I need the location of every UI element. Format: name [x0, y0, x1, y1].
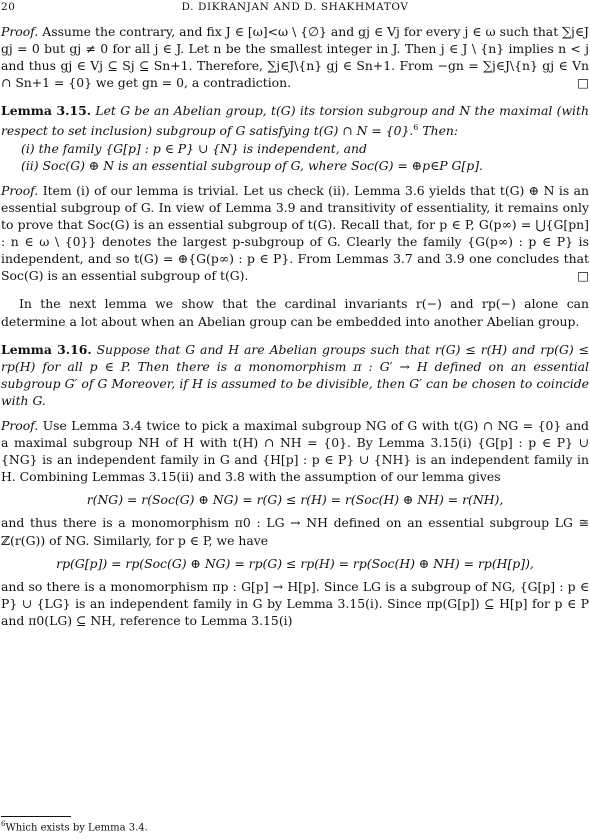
- footnote-rule: [1, 816, 71, 817]
- proof-text: Assume the contrary, and fix J ∈ [ω]<ω \ {∅} and gj ∈ Vj for every j ∈ ω such that ∑j∈J gj = 0 but gj ≠ 0 for all j ∈ J. Let n be the smallest integer in J. Then j ∈ J \ {n} implies n < j and thus gj ∈ Vj ⊆ Sj ⊆ Sn+1. Therefore, ∑j∈J\{n} gj ∈ Sn+1. From −gn = ∑j∈J\{n} gj ∈ Vn ∩ Sn+1 = {0} we get gn = 0, a contradiction.: [1, 24, 589, 91]
- lemma-item-ii: (ii) Soc(G) ⊕ N is an essential subgroup of G, where Soc(G) = ⊕p∈P G[p].: [21, 157, 483, 173]
- proof-block-3: [1, 417, 589, 485]
- page-number: 20: [1, 1, 16, 13]
- footnote-text: Which exists by Lemma 3.4.: [5, 822, 148, 834]
- lemma-label: Lemma 3.15.: [1, 103, 92, 119]
- proof-label: Proof.: [1, 24, 39, 39]
- proof-label: Proof.: [1, 418, 39, 433]
- proof-label: Proof.: [1, 182, 39, 198]
- proof-continuation-2: and so there is a monomorphism πp : G[p] → H[p]. Since LG is a subgroup of NG, {G[p] : p ∈ P} ∪ {LG} is an independent family in G by Lemma 3.15(i). Since πp(G[p]) ⊆ H[p] for p ∈ P and π0(LG) ⊆ NH, reference to Lemma 3.15(i): [1, 578, 589, 628]
- display-equation-1: r(NG) = r(Soc(G) ⊕ NG) = r(G) ≤ r(H) = r(Soc(H) ⊕ NH) = r(NH),: [86, 492, 504, 508]
- lemma-3-16: [1, 341, 589, 409]
- qed-symbol: □: [577, 75, 589, 91]
- lemma-statement: Let G be an Abelian group, t(G) its torsion subgroup and N the maximal (with respect to set inclusion) subgroup of G satisfying t(G) ∩ N = {0}.: [1, 103, 589, 139]
- lemma-label: Lemma 3.16.: [1, 341, 92, 357]
- proof-text: Use Lemma 3.4 twice to pick a maximal subgroup NG of G with t(G) ∩ NG = {0} and a maximal subgroup NH of H with t(H) ∩ NH = {0}. By Lemma 3.15(i) {G[p] : p ∈ P} ∪ {NG} is an independent family in G and {H[p] : p ∈ P} ∪ {NH} is an independent family in H. Combining Lemmas 3.15(ii) and 3.8 with the assumption of our lemma gives: [1, 418, 589, 485]
- footnote-number: 6: [1, 820, 6, 828]
- intro-paragraph: In the next lemma we show that the cardinal invariants r(−) and rp(−) alone can determine a lot about when an Abelian group can be embedded into another Abelian group.: [1, 296, 589, 329]
- lemma-statement: Suppose that G and H are Abelian groups such that r(G) ≤ r(H) and rp(G) ≤ rp(H) for all p ∈ P. Then there is a monomorphism π : G′ → H defined on an essential subgroup G′ of G Moreover, if H is assumed to be divisible, then G′ can be chosen to coincide with G.: [1, 341, 589, 408]
- proof-block-1: [1, 23, 589, 91]
- main-text: [1, 23, 589, 629]
- lemma-then: Then:: [422, 123, 459, 139]
- footnote: [1, 820, 148, 833]
- running-header: [0, 0, 590, 16]
- lemma-3-15: [1, 102, 589, 139]
- running-title: D. DIKRANJAN AND D. SHAKHMATOV: [181, 1, 409, 13]
- proof-continuation-1: and thus there is a monomorphism π0 : LG → NH defined on an essential subgroup LG ≅ ℤ(r(G)) of NG. Similarly, for p ∈ P, we have: [1, 515, 589, 548]
- lemma-item-i: (i) the family {G[p] : p ∈ P} ∪ {N} is independent, and: [21, 140, 367, 156]
- footnote-mark: 6: [413, 123, 419, 133]
- qed-symbol: □: [577, 268, 589, 284]
- display-equation-2: rp(G[p]) = rp(Soc(G) ⊕ NG) = rp(G) ≤ rp(H) = rp(Soc(H) ⊕ NH) = rp(H[p]),: [56, 555, 534, 571]
- proof-block-2: [1, 182, 589, 285]
- proof-text: Item (i) of our lemma is trivial. Let us check (ii). Lemma 3.6 yields that t(G) ⊕ N is an essential subgroup of G. In view of Lemma 3.9 and transitivity of essentiality, it remains only to prove that Soc(G) is an essential subgroup of t(G). Recall that, for p ∈ P, G(p∞) = ⋃{G[pn] : n ∈ ω \ {0}} denotes the largest p-subgroup of G. Clearly the family {G(p∞) : p ∈ P} is independent, and so t(G) = ⊕{G(p∞) : p ∈ P}. From Lemmas 3.7 and 3.9 one concludes that Soc(G) is an essential subgroup of t(G).: [1, 182, 589, 284]
